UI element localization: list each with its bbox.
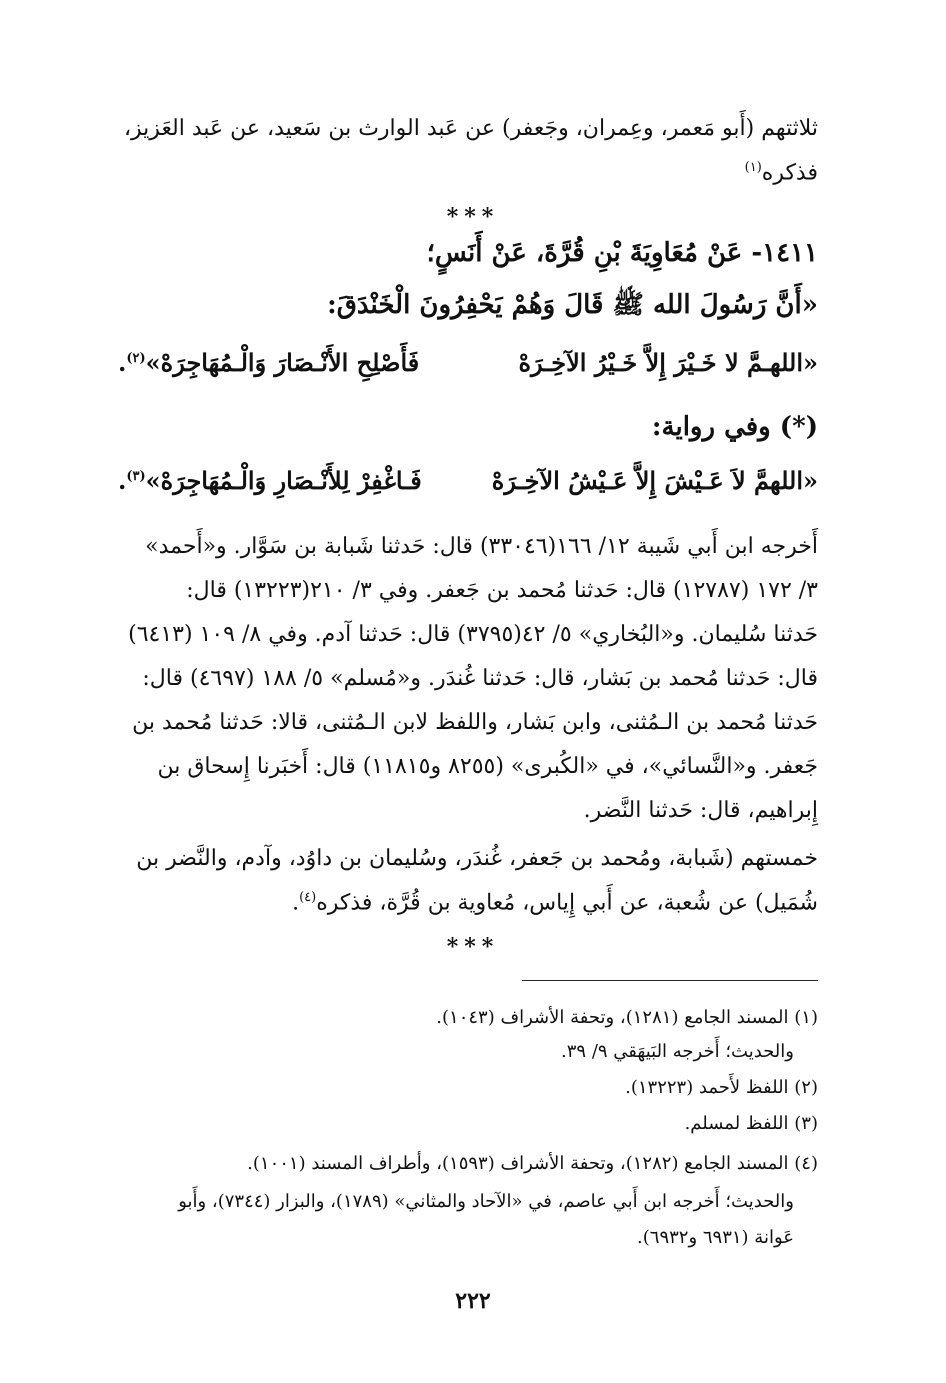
takhrij-line-5: حَدثنا مُحمد بن الـمُثنى، وابن بَشار، واللفظ لابن الـمُثنى، قالا: حَدثنا مُحمد بن <box>132 710 818 735</box>
top-paragraph-line-2 <box>118 160 818 185</box>
footnote-separator <box>522 980 818 981</box>
takhrij-line-3: حَدثنا سُليمان. و«البُخاري» ٥/ ٤٢(٣٧٩٥) قال: حَدثنا آدم. وفي ٨/ ١٠٩ (٦٤١٣) <box>128 622 818 647</box>
top-paragraph-line-1: ثلاثتهم (أَبو مَعمر، وعِمران، وجَعفر) عن عَبد الوارث بن سَعيد، عن عَبد العَزيز، <box>123 116 818 141</box>
verse-1-first-hemistich: «اللهـمَّ لا خَـيْرَ إِلاَّ خَـيْرُ الآخِـرَهْ <box>518 348 818 377</box>
takhrij-line-6: جَعفر. و«النَّسائي»، في «الكُبرى» (٨٢٥٥ و١١٨١٥) قال: أَخبَرنا إِسحاق بن <box>157 754 818 779</box>
footnote-ref-3: (٣) <box>126 469 146 484</box>
khamsatuhum-line-2: شُمَيل) عن شُعبة، عن أَبي إِياس، مُعاوية بن قُرَّة، فذكره$^{(٤)}$. <box>292 890 818 916</box>
poem-verse-1 <box>118 348 818 388</box>
footnote-3: (٣) اللفظ لمسلم. <box>684 1113 818 1134</box>
hadith-number-line: ١٤١١- عَنْ مُعَاوِيَةَ بْنِ قُرَّةَ، عَنْ أَنَسٍ؛ <box>426 238 818 268</box>
takhrij-line-1: أَخرجه ابن أَبي شَيبة ١٢/ ١٦٦(٣٣٠٤٦) قال: حَدثنا شَبابة بن سَوَّار. و«أَحمد» <box>145 534 818 559</box>
takhrij-line-4: قال: حَدثنا مُحمد بن بَشار، قال: حَدثنا غُندَر. و«مُسلم» ٥/ ١٨٨ (٤٦٩٧) قال: <box>142 666 818 691</box>
footnote-4-continuation: والحديث؛ أَخرجه ابن أَبي عاصم، في «الآحاد والمثاني» (١٧٨٩)، والبزار (٧٣٤٤)، وأَبو <box>178 1191 794 1212</box>
section-separator-stars: *** <box>446 204 500 230</box>
khamsatuhum-line-1: خمستهم (شَبابة، ومُحمد بن جَعفر، غُندَر، وسُليمان بن داوُد، وآدم، والنَّضر بن <box>136 846 818 871</box>
khamsatuhum-text: شُمَيل) عن شُعبة، عن أَبي إِياس، مُعاوية بن قُرَّة، فذكره <box>316 890 818 916</box>
hadith-text-line: «أَنَّ رَسُولَ الله ﷺ قَالَ وَهُمْ يَحْفِرُونَ الْخَنْدَقَ: <box>327 290 818 320</box>
takhrij-line-2: ٣/ ١٧٢ (١٢٧٨٧) قال: حَدثنا مُحمد بن جَعفر. وفي ٣/ ٢١٠(١٣٢٢٣) قال: <box>186 578 818 603</box>
verse-2-second-hemistich-text: فَـاغْفِرْ لِلأَنْـصَارِ وَالْـمُهَاجِرَهْ» <box>145 466 422 495</box>
page-number: ٢٢٢ <box>455 1288 491 1314</box>
footnote-ref-1: (١) <box>744 160 762 175</box>
footnote-4-continuation-2: عَوانة (٦٩٣١ و٦٩٣٢). <box>637 1227 794 1248</box>
verse-1-second-hemistich-text: فَأَصْلِحِ الأَنْـصَارَ وَالْـمُهَاجِرَهْ» <box>145 348 420 377</box>
section-separator-stars-2: *** <box>446 934 500 960</box>
verse-2-first-hemistich: «اللهمَّ لاَ عَـيْشَ إِلاَّ عَـيْشُ الآخِـرَهْ <box>491 466 818 495</box>
footnote-ref-4: (٤) <box>299 890 317 905</box>
takhrij-line-7: إِبراهيم، قال: حَدثنا النَّضر. <box>583 798 818 823</box>
poem-verse-2 <box>118 466 818 506</box>
riwaya-label: (*) وفي رواية: <box>651 412 818 442</box>
verse-2-second-hemistich: فَـاغْفِرْ لِلأَنْـصَارِ وَالْـمُهَاجِرَهْ»$^{(٣)}$. <box>118 466 422 495</box>
footnote-1: (١) المسند الجامع (١٢٨١)، وتحفة الأشراف (١٠٤٣). <box>436 1007 818 1028</box>
verse-1-second-hemistich: فَأَصْلِحِ الأَنْـصَارَ وَالْـمُهَاجِرَهْ»$^{(٢)}$. <box>118 348 420 377</box>
footnote-ref-2: (٢) <box>126 351 146 366</box>
footnote-1-continuation: والحديث؛ أَخرجه البَيهَقي ٩/ ٣٩. <box>561 1041 794 1062</box>
footnote-2: (٢) اللفظ لأَحمد (١٣٢٢٣). <box>625 1077 818 1098</box>
footnote-4: (٤) المسند الجامع (١٢٨٢)، وتحفة الأشراف (١٥٩٣)، وأطراف المسند (١٠٠١). <box>247 1153 818 1174</box>
top-paragraph-text: فذكره <box>761 160 818 186</box>
